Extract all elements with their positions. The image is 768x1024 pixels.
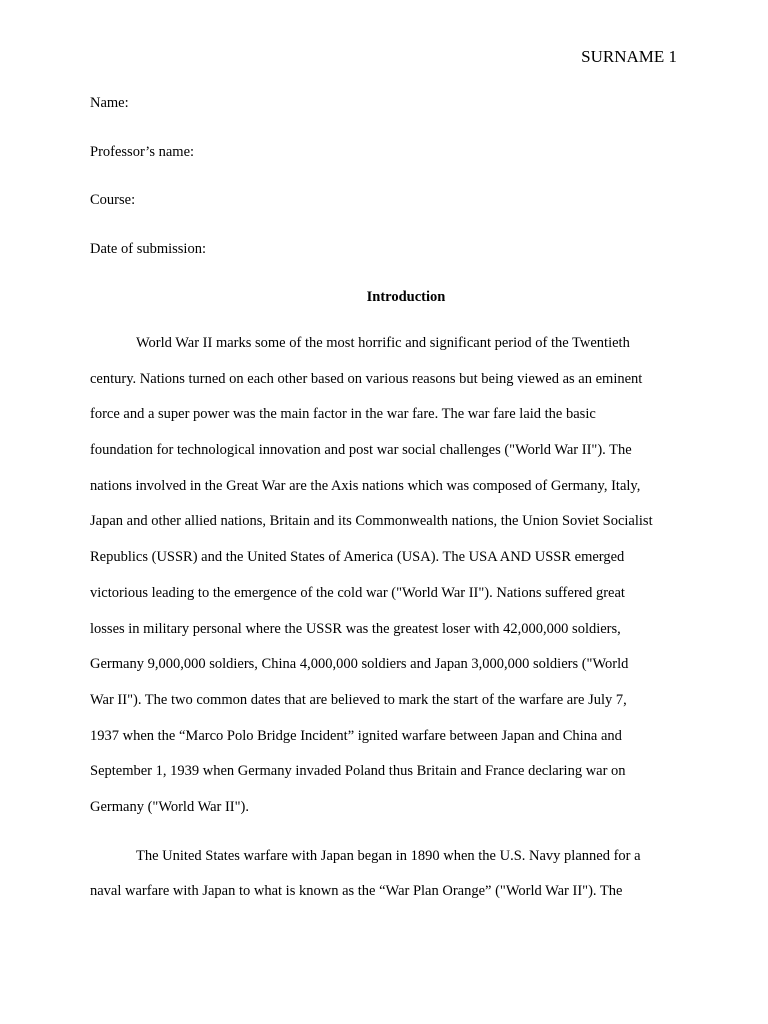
- document-body: [90, 89, 680, 915]
- paragraph-line: Japan and other allied nations, Britain and its Commonwealth nations, the Union Soviet Socialist: [90, 513, 653, 530]
- paragraph-line: The United States warfare with Japan began in 1890 when the U.S. Navy planned for a: [136, 847, 641, 864]
- paragraph: [90, 331, 680, 831]
- professor-label: Professor’s name:: [90, 143, 195, 160]
- paragraph-line: foundation for technological innovation and post war social challenges ("World War II"). The: [90, 442, 632, 459]
- name-label: Name:: [90, 95, 129, 111]
- paragraph-line: naval warfare with Japan to what is known as the “War Plan Orange” ("World War II"). The: [90, 883, 623, 900]
- paragraph: [90, 844, 680, 915]
- paragraph-line: 1937 when the “Marco Polo Bridge Incident” ignited warfare between Japan and China and: [90, 727, 622, 744]
- paragraph-line: force and a super power was the main factor in the war fare. The war fare laid the basic: [90, 406, 596, 423]
- date-label: Date of submission:: [90, 240, 206, 257]
- section-heading: Introduction: [366, 289, 446, 305]
- paragraph-line: World War II marks some of the most horrific and significant period of the Twentieth: [136, 335, 630, 351]
- student-info-block: [90, 89, 680, 283]
- paragraph-line: losses in military personal where the USSR was the greatest loser with 42,000,000 soldiers,: [90, 620, 621, 637]
- paragraph-line: Germany 9,000,000 soldiers, China 4,000,000 soldiers and Japan 3,000,000 soldiers ("World: [90, 656, 629, 673]
- running-head: SURNAME 1: [581, 47, 677, 66]
- paragraph-line: victorious leading to the emergence of the cold war ("World War II"). Nations suffered great: [90, 584, 625, 601]
- paragraph-line: century. Nations turned on each other based on various reasons but being viewed as an eminent: [90, 370, 643, 387]
- course-label: Course:: [90, 192, 136, 208]
- paragraph-line: September 1, 1939 when Germany invaded Poland thus Britain and France declaring war on: [90, 763, 626, 780]
- paragraph-line: nations involved in the Great War are the Axis nations which was composed of Germany, Italy,: [90, 477, 641, 494]
- paragraph-line: War II"). The two common dates that are believed to mark the start of the warfare are July 7,: [90, 691, 627, 708]
- paragraph-line: Republics (USSR) and the United States of America (USA). The USA AND USSR emerged: [90, 549, 625, 566]
- paragraph-spacer: [90, 831, 680, 844]
- paragraph-line: Germany ("World War II").: [90, 798, 250, 815]
